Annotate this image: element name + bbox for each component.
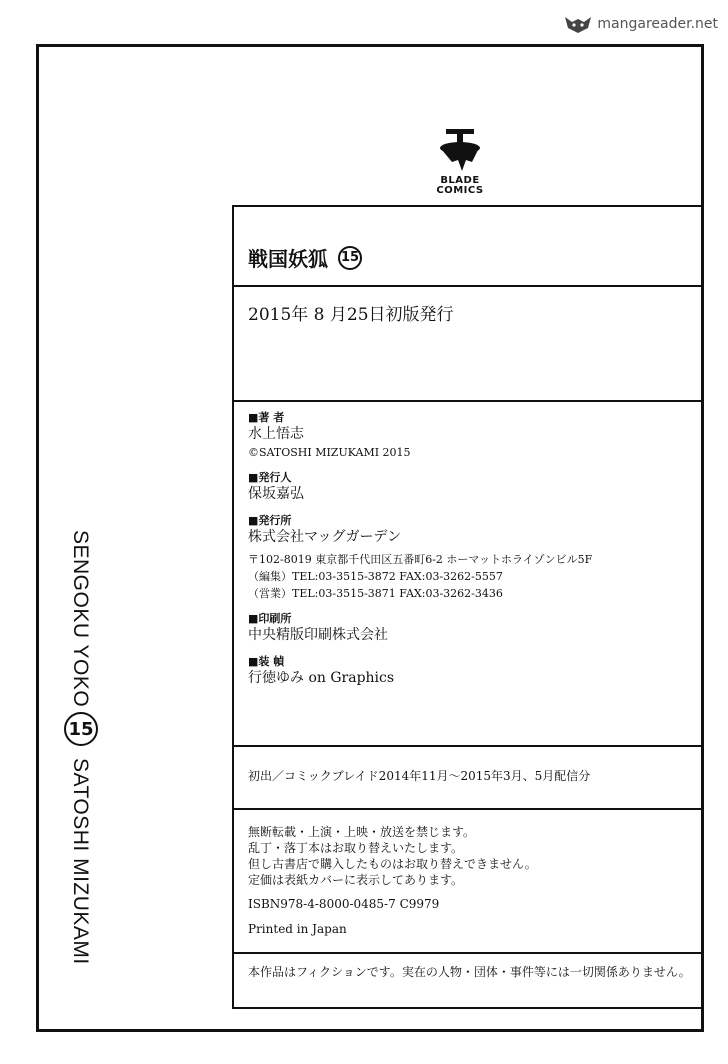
- blade-comics-emblem-icon: [432, 128, 488, 172]
- credits: [248, 410, 688, 688]
- company-address: 〒102-8019 東京都千代田区五番町6-2 ホーマットホライゾンビル5F: [248, 553, 593, 566]
- design-name: 行徳ゆみ on Graphics: [248, 670, 395, 686]
- divider-credits: [232, 745, 702, 747]
- publisher-name: 保坂嘉弘: [248, 486, 304, 502]
- copyright: ©SATOSHI MIZUKAMI 2015: [248, 446, 411, 459]
- isbn: ISBN978-4-8000-0485-7 C9979: [248, 897, 440, 911]
- publication-date: 2015年 8 月25日初版発行: [248, 305, 454, 325]
- fox-mask-icon: [563, 13, 593, 35]
- divider-first-published: [232, 808, 702, 810]
- first-published: 初出／コミックブレイド2014年11月～2015年3月、5月配信分: [248, 769, 591, 783]
- divider-printed: [232, 952, 702, 954]
- notice-line: 但し古書店で購入したものはお取り替えできません。: [248, 857, 537, 871]
- logo-line-2: COMICS: [436, 185, 484, 196]
- book-volume-badge: 15: [338, 246, 362, 270]
- notice-line: 定価は表紙カバーに表示してあります。: [248, 873, 464, 887]
- spine: [55, 530, 107, 1000]
- printed-in: Printed in Japan: [248, 922, 347, 936]
- editorial-contact: （編集）TEL:03-3515-3872 FAX:03-3262-5557: [248, 570, 503, 583]
- spine-author: SATOSHI MIZUKAMI: [69, 758, 92, 965]
- author-label: ■著 者: [248, 411, 285, 424]
- blade-comics-logo: [420, 128, 500, 206]
- printer-name: 中央精版印刷株式会社: [248, 627, 388, 643]
- notice-line: 乱丁・落丁本はお取り替えいたします。: [248, 841, 464, 855]
- notices: [248, 824, 537, 888]
- spine-volume-badge: 15: [64, 712, 98, 746]
- sales-contact: （営業）TEL:03-3515-3871 FAX:03-3262-3436: [248, 587, 503, 600]
- divider-bottom: [232, 1007, 702, 1009]
- book-title-row: [248, 243, 362, 272]
- book-title: 戦国妖狐: [248, 247, 328, 271]
- company-label: ■発行所: [248, 514, 292, 527]
- divider-date: [232, 400, 702, 402]
- author-name: 水上悟志: [248, 426, 304, 442]
- watermark-text: mangareader.net: [597, 16, 718, 32]
- publisher-label: ■発行人: [248, 471, 292, 484]
- design-label: ■装 幀: [248, 655, 285, 668]
- vertical-divider: [232, 205, 234, 1009]
- printer-label: ■印刷所: [248, 612, 292, 625]
- disclaimer: 本作品はフィクションです。実在の人物・団体・事件等には一切関係ありません。: [248, 965, 691, 979]
- company-name: 株式会社マッグガーデン: [248, 529, 402, 545]
- logo-line-1: BLADE: [440, 175, 480, 186]
- notice-line: 無断転載・上演・上映・放送を禁じます。: [248, 825, 476, 839]
- spine-title: SENGOKU YOKO: [69, 530, 92, 708]
- watermark: [563, 10, 718, 38]
- divider-title: [232, 285, 702, 287]
